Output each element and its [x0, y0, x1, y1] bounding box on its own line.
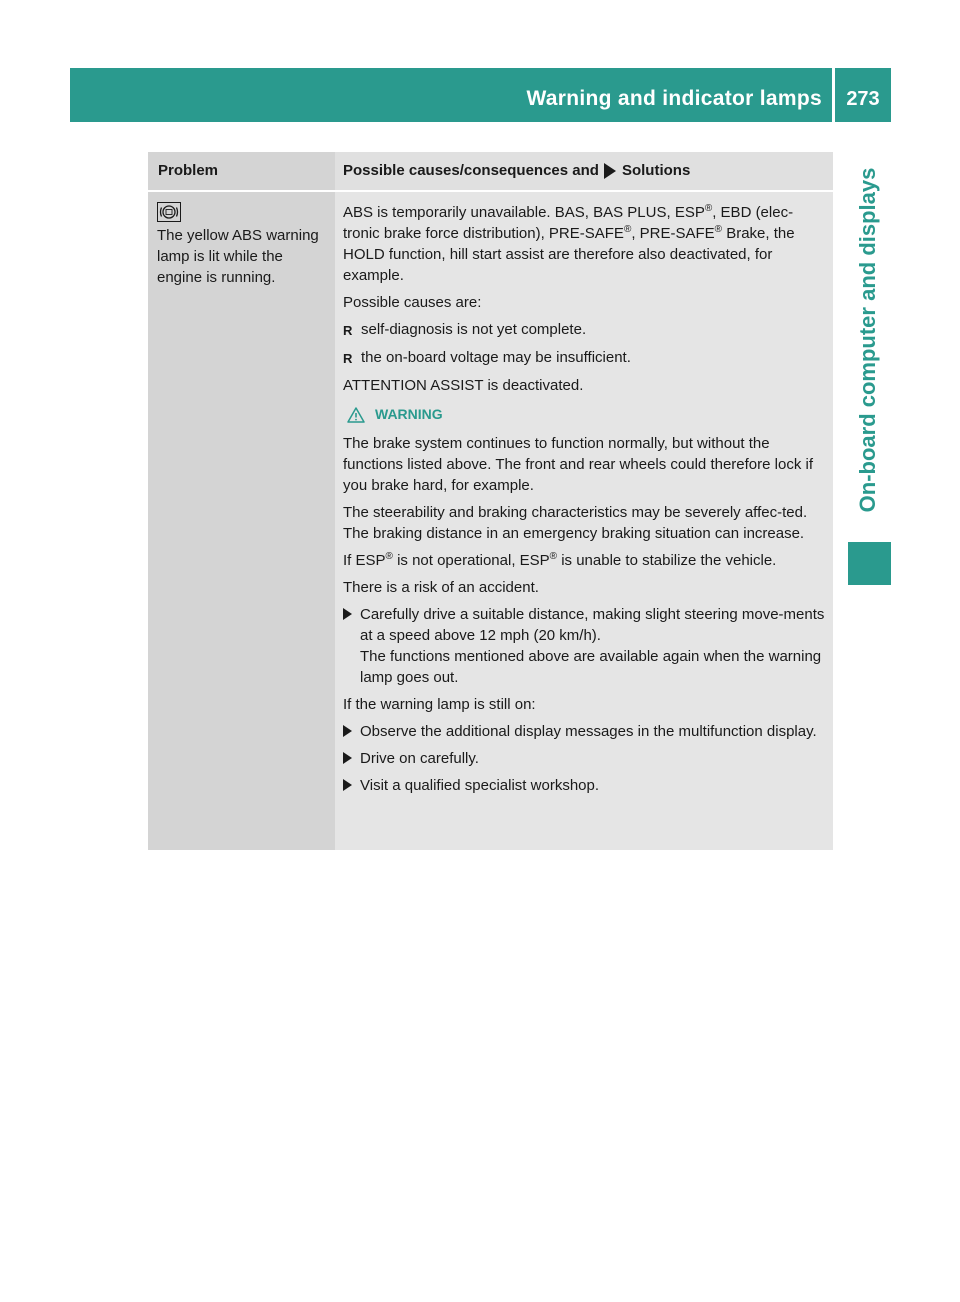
page-number: 273	[846, 88, 880, 110]
table-header-row	[148, 152, 833, 190]
abs-unavailable-paragraph: ABS is temporarily unavailable. BAS, BAS PLUS, ESP®, EBD (elec-tronic brake force distribution), PRE-SAFE®, PRE-SAFE® Brake, the HOLD function, hill start assist are therefore also deactivated, for example.	[343, 203, 795, 284]
page-header	[70, 68, 891, 122]
still-on-text: If the warning lamp is still on:	[343, 696, 536, 713]
action-step: Visit a qualified specialist workshop.	[343, 775, 827, 796]
solutions-column-header	[335, 152, 833, 190]
section-title: Warning and indicator lamps	[526, 87, 822, 110]
causes-intro: Possible causes are:	[343, 294, 482, 311]
attention-assist-text: ATTENTION ASSIST is deactivated.	[343, 377, 584, 394]
action-step: Drive on carefully.	[343, 748, 827, 769]
problem-solution-table	[148, 152, 833, 850]
problem-description: The yellow ABS warning lamp is lit while the engine is running.	[157, 227, 319, 286]
action-step: Carefully drive a suitable distance, making slight steering move-ments at a speed above 12 mph (20 km/h). The functions mentioned above are available again when the warning lamp goes out.	[343, 604, 827, 688]
action-arrow-icon	[343, 748, 360, 769]
warning-triangle-icon	[347, 407, 365, 423]
side-tab-marker	[848, 542, 891, 585]
esp-paragraph: If ESP® is not operational, ESP® is unable to stabilize the vehicle.	[343, 551, 777, 569]
bullet-r-icon: R	[343, 323, 353, 338]
side-tab	[848, 130, 888, 550]
warning-paragraph: The steerability and braking characteristics may be severely affec-ted. The braking distance in an emergency braking situation can increase.	[343, 504, 808, 542]
action-arrow-icon	[343, 604, 360, 688]
action-arrow-icon	[343, 721, 360, 742]
problem-cell	[148, 192, 335, 850]
action-arrow-icon	[343, 775, 360, 796]
table-row	[148, 192, 833, 850]
warning-heading	[347, 404, 827, 425]
solutions-header-label: Solutions	[621, 162, 691, 179]
accident-risk-text: There is a risk of an accident.	[343, 579, 539, 596]
list-item: R the on-board voltage may be insufficient.	[343, 347, 827, 369]
side-tab-label: On-board computer and displays	[855, 167, 880, 513]
warning-label: WARNING	[375, 406, 443, 422]
problem-column-header: Problem	[148, 152, 335, 190]
action-step: Observe the additional display messages in the multifunction display.	[343, 721, 827, 742]
abs-warning-icon	[157, 202, 181, 222]
solutions-header-text: Possible causes/consequences and	[343, 162, 599, 179]
bullet-r-icon: R	[343, 351, 353, 366]
triangle-arrow-icon	[604, 163, 616, 179]
warning-paragraph: The brake system continues to function normally, but without the functions listed above. The front and rear wheels could therefore lock if you brake hard, for example.	[343, 435, 813, 494]
list-item: R self-diagnosis is not yet complete.	[343, 319, 827, 341]
solutions-cell	[335, 192, 833, 850]
